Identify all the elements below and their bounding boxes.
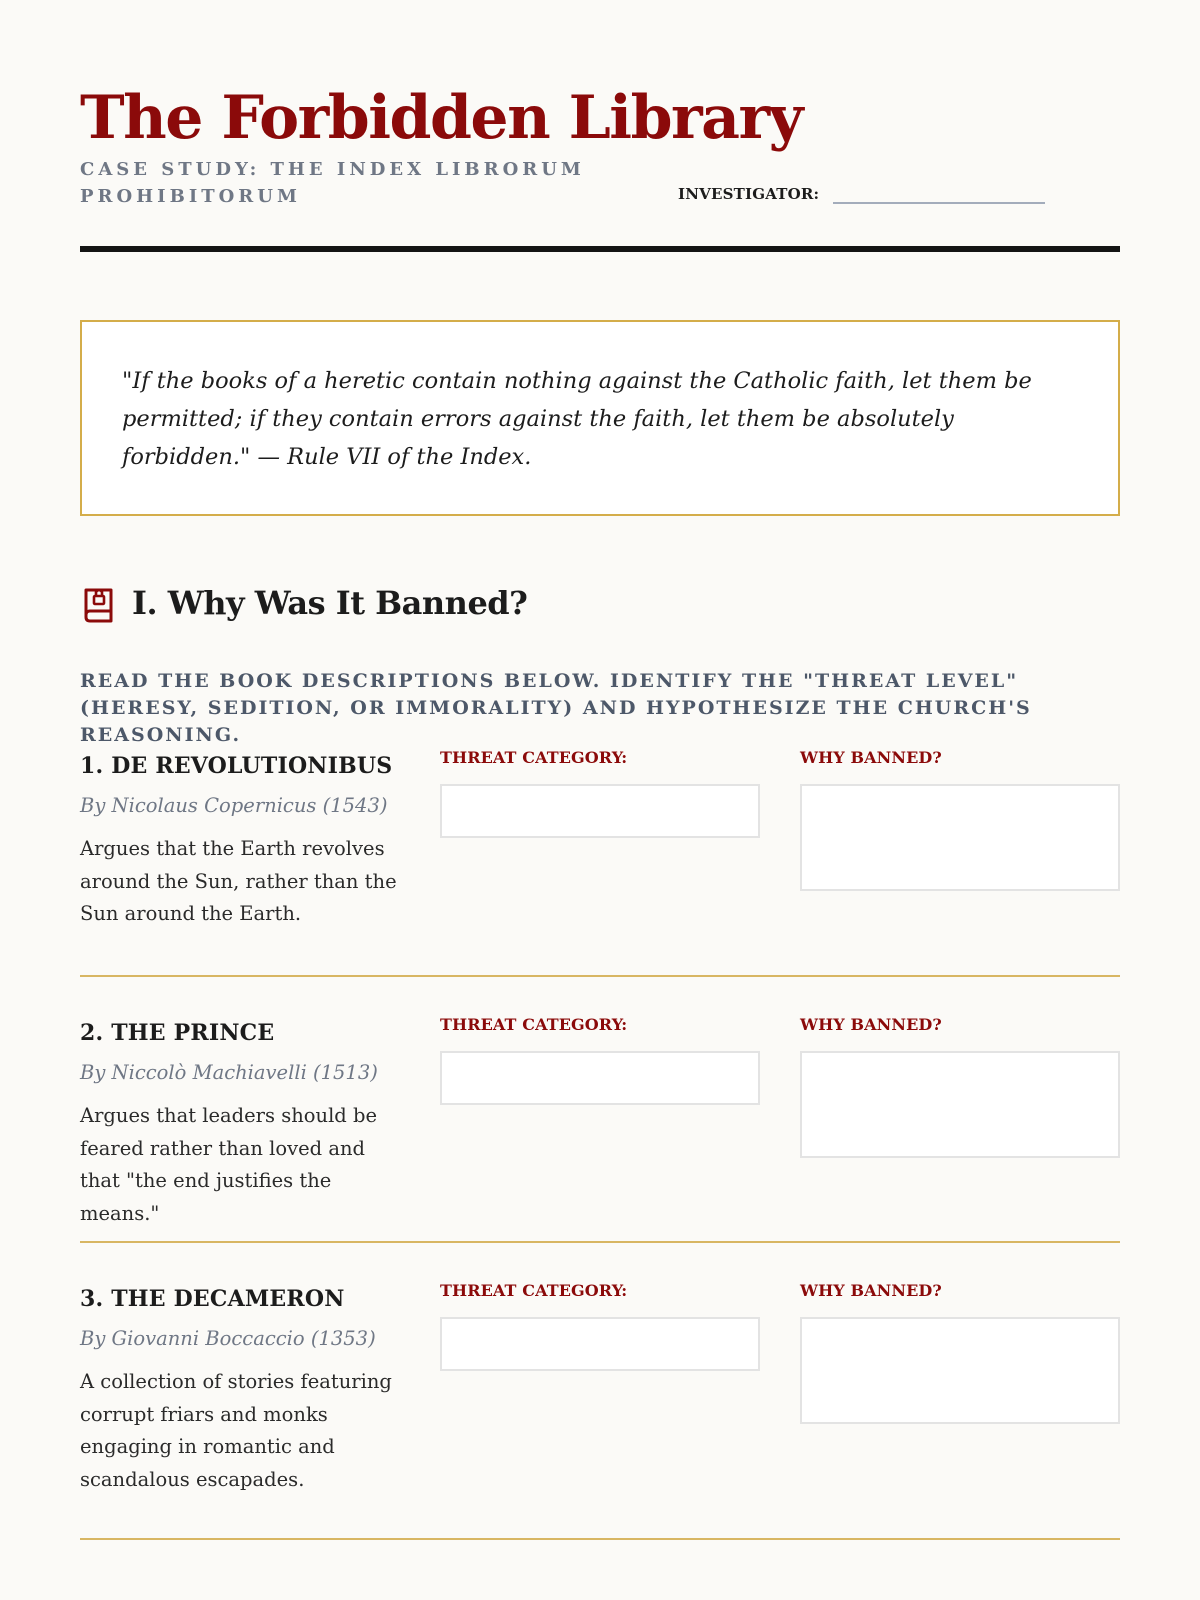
page-subtitle: CASE STUDY: THE INDEX LIBRORUM PROHIBITORUM: [80, 159, 585, 207]
threat-input[interactable]: [440, 1317, 760, 1371]
book-info: [80, 1019, 410, 1230]
why-column: [800, 748, 1120, 891]
book-row: [80, 1281, 1120, 1540]
why-column: [800, 1015, 1120, 1158]
book-description: Argues that the Earth revolves around the Sun, rather than the Sun around the Earth.: [80, 837, 397, 925]
threat-label: THREAT CATEGORY:: [440, 748, 628, 767]
threat-input[interactable]: [440, 784, 760, 838]
section-heading: [80, 582, 527, 624]
why-label: WHY BANNED?: [800, 1281, 942, 1300]
quote-text: "If the books of a heretic contain nothing against the Catholic faith, let them be permitted; if they contain errors against the faith, let them be absolutely forbidden." — Rule VII of the Index.: [122, 368, 1032, 470]
section-title: I. Why Was It Banned?: [132, 584, 528, 622]
book-author: By Giovanni Boccaccio (1353): [80, 1327, 376, 1350]
book-title: 3. THE DECAMERON: [80, 1286, 345, 1312]
threat-label: THREAT CATEGORY:: [440, 1281, 628, 1300]
why-label: WHY BANNED?: [800, 1015, 942, 1034]
investigator-field: [678, 180, 1045, 204]
header-divider: [80, 246, 1120, 252]
investigator-label: INVESTIGATOR:: [678, 185, 820, 203]
investigator-input-line[interactable]: [833, 180, 1045, 204]
book-author: By Niccolò Machiavelli (1513): [80, 1061, 378, 1084]
quote-box: [80, 320, 1120, 516]
section-instructions: READ THE BOOK DESCRIPTIONS BELOW. IDENTIFY THE "THREAT LEVEL" (HERESY, SEDITION, OR IMMORALITY) AND HYPOTHESIZE THE CHURCH'S REASONING.: [80, 670, 1032, 746]
book-info: [80, 752, 410, 931]
book-author: By Nicolaus Copernicus (1543): [80, 794, 388, 817]
page-title: The Forbidden Library: [80, 83, 803, 153]
book-row: [80, 748, 1120, 977]
threat-column: [440, 1281, 760, 1371]
why-input[interactable]: [800, 784, 1120, 891]
book-lock-icon: [80, 582, 116, 624]
why-label: WHY BANNED?: [800, 748, 942, 767]
why-input[interactable]: [800, 1051, 1120, 1158]
book-description: Argues that leaders should be feared rather than loved and that "the end justifies the means.": [80, 1104, 378, 1225]
threat-column: [440, 748, 760, 838]
why-input[interactable]: [800, 1317, 1120, 1424]
book-title: 2. THE PRINCE: [80, 1020, 275, 1046]
book-info: [80, 1285, 410, 1496]
threat-column: [440, 1015, 760, 1105]
why-column: [800, 1281, 1120, 1424]
book-description: A collection of stories featuring corrupt friars and monks engaging in romantic and scandalous escapades.: [80, 1370, 392, 1491]
threat-input[interactable]: [440, 1051, 760, 1105]
threat-label: THREAT CATEGORY:: [440, 1015, 628, 1034]
book-title: 1. DE REVOLUTIONIBUS: [80, 753, 393, 779]
book-row: [80, 1015, 1120, 1243]
